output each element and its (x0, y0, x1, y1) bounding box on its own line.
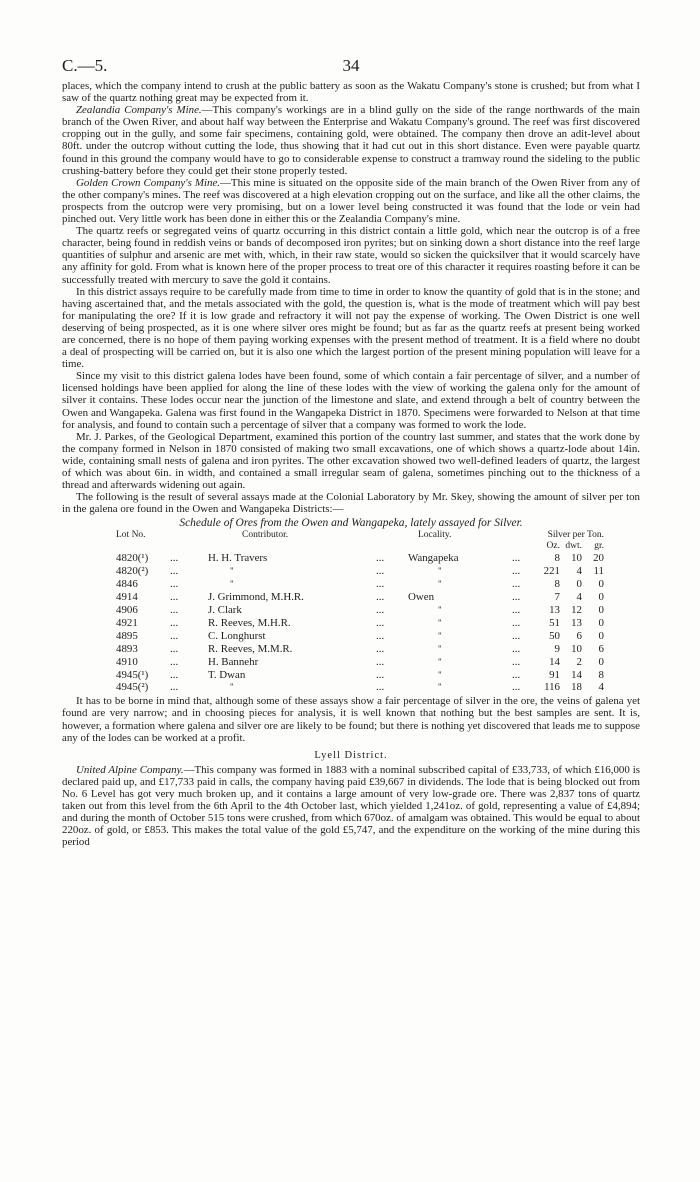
dot-leader: ... (376, 565, 385, 578)
cell-gr: 20 (593, 552, 604, 565)
dot-leader: ... (376, 642, 385, 655)
cell-oz: 9 (554, 642, 560, 655)
cell-dwt: 10 (571, 642, 582, 655)
cell-oz: 91 (549, 668, 560, 681)
dot-leader: ... (170, 655, 179, 668)
cell-gr: 0 (598, 604, 604, 616)
paragraph-text: —This company's workings are in a blind gully on the side of the range northwards of the main branch of the Owen River, and about half way between the Enterprise and Wakatu Company's ground. The reef was first discovered cropping out in the gully, and some fair specimens, containing gold, were obtained. The company then drove an adit-level about 80ft. under the outcrop without cutting the lode, thus showing that it had cut out in this short distance. Even were payable quartz found in this ground the company would have to go to considerable expense to construct a tramway round the sideling to the public crushing-battery before they could get their stone properly tested. (62, 104, 640, 177)
cell-gr: 0 (598, 616, 604, 629)
dot-leader: ... (512, 642, 521, 655)
table-row (116, 552, 604, 565)
report-reference: C.—5. (62, 56, 108, 75)
cell-locality: " (438, 566, 442, 577)
dot-leader: ... (376, 668, 385, 681)
table-row (116, 643, 604, 656)
table-row (116, 656, 604, 669)
column-header-gr: gr. (594, 541, 604, 552)
table-subheader-row (116, 541, 604, 552)
page-header (62, 56, 640, 80)
paragraph-caution: It has to be borne in mind that, although some of these assays show a fair percentage of silver in the ore, the veins of galena yet found are very narrow; and in choosing pieces for analysis, it is well known that nothing but the best samples are sent. It is, however, a formation where galena and silver ore are likely to be found; but there is nothing yet discovered that leads me to suppose any of the lodes can be worked at a profit. (62, 695, 640, 744)
cell-lot: 4945(¹) (116, 668, 149, 681)
dot-leader: ... (512, 604, 521, 616)
dot-leader: ... (170, 604, 179, 616)
cell-locality: " (438, 682, 442, 693)
document-page (62, 56, 640, 848)
paragraph-parkes: Mr. J. Parkes, of the Geological Department, examined this portion of the country last summer, and states that the work done by the company formed in Nelson in 1870 consisted of making two small excavations, one of which shows a quartz-lode about 14in. wide, containing small nests of galena and iron pyrites. The other excavation showed two well-defined leaders of quartz, the largest of which was about 6in. in width, and contained a small irregular seam of galena, sometimes pinching out to the thickness of a thread and afterwards widening out again. (62, 430, 640, 492)
cell-locality: " (438, 656, 442, 667)
cell-gr: 4 (598, 681, 604, 694)
cell-dwt: 2 (576, 655, 582, 668)
table-body (116, 552, 604, 694)
dot-leader: ... (376, 604, 385, 616)
cell-lot: 4914 (116, 591, 138, 604)
cell-contributor: " (230, 566, 234, 577)
dot-leader: ... (170, 578, 179, 591)
cell-gr: 0 (598, 655, 604, 668)
cell-contributor: H. H. Travers (208, 552, 268, 565)
column-header-locality: Locality. (418, 530, 452, 541)
cell-gr: 0 (598, 629, 604, 642)
dot-leader: ... (170, 629, 179, 642)
paragraph-assays: In this district assays require to be carefully made from time to time in order to know the quantity of gold that is in the stone; and having ascertained that, and the metals associated with the gold, the question is, what is the mode of treatment which will pay best for manipulating the ore? If it is low grade and refractory it will not pay the expense of working. The Owen District is one well deserving of being prospected, as it is one where silver ores might be found; but as far as the quartz reefs at present being worked are concerned, there is no hope of them paying working expenses with the present method of treatment. It is a field where no doubt a deal of prospecting will be carried on, but it is also one which the largest portion of the present mining population will leave for a time. (62, 285, 640, 371)
cell-lot: 4846 (116, 578, 138, 591)
cell-contributor: J. Grimmond, M.H.R. (208, 591, 304, 604)
cell-oz: 50 (549, 629, 560, 642)
cell-oz: 14 (549, 655, 560, 668)
paragraph-continued (62, 80, 640, 104)
cell-lot: 4895 (116, 629, 138, 642)
cell-dwt: 0 (576, 578, 582, 591)
cell-dwt: 13 (571, 616, 582, 629)
dot-leader: ... (376, 552, 385, 565)
cell-dwt: 10 (571, 552, 582, 565)
dot-leader: ... (512, 681, 521, 694)
cell-contributor: R. Reeves, M.H.R. (208, 616, 291, 629)
cell-dwt: 4 (576, 591, 582, 604)
cell-locality: " (438, 643, 442, 654)
paragraph-galena-lodes: Since my visit to this district galena lodes have been found, some of which contain a fair percentage of silver, and a number of licensed holdings have been applied for along the line of these lodes with the view of working the galena only for the amount of silver it contains. These lodes occur near the junction of the limestone and slate, and extend through a belt of country between the Owen and Wangapeka. Galena was first found in the Wangapeka District in 1870. Specimens were forwarded to Nelson at that time for analysis, and found to contain such a percentage of silver that a company was formed to work the lode. (62, 370, 640, 431)
cell-locality: " (438, 630, 442, 641)
cell-contributor: H. Bannehr (208, 655, 259, 668)
table-row (116, 604, 604, 617)
dot-leader: ... (376, 681, 385, 694)
column-header-oz: Oz. (546, 541, 560, 552)
cell-lot: 4945(²) (116, 681, 149, 694)
cell-gr: 8 (598, 668, 604, 681)
cell-dwt: 12 (571, 604, 582, 616)
table-row (116, 617, 604, 630)
cell-oz: 221 (543, 565, 560, 578)
table-caption: Schedule of Ores from the Owen and Wangapeka, lately assayed for Silver. (179, 517, 523, 530)
paragraph-assay-intro: The following is the result of several assays made at the Colonial Laboratory by Mr. Skey, showing the amount of silver per ton in the galena ore found in the Owen and Wangapeka Districts:— (62, 491, 640, 516)
table-row (116, 669, 604, 682)
cell-gr: 0 (598, 591, 604, 604)
column-header-silver: Silver per Ton. (547, 530, 604, 541)
paragraph-zealandia (62, 104, 640, 177)
cell-oz: 8 (554, 552, 560, 565)
paragraph-quartz-reefs: The quartz reefs or segregated veins of quartz occurring in this district contain a little gold, which near the outcrop is of a free character, being found in reddish veins or bands of decomposed iron pyrites; but on sinking down a short distance into the reef large quantities of sulphur and arsenic are met with, which, in their raw state, would so sicken the quicksilver that it would scarcely have any affinity for gold. From what is known here of the proper process to treat ore of this character it requires roasting before it can be successfully treated with mercury to save the gold it contains. (62, 225, 640, 286)
cell-gr: 6 (598, 642, 604, 655)
table-row (116, 681, 604, 694)
cell-lot: 4910 (116, 655, 138, 668)
cell-locality: " (438, 669, 442, 680)
cell-contributor: T. Dwan (208, 668, 246, 681)
cell-oz: 7 (554, 591, 560, 604)
dot-leader: ... (512, 668, 521, 681)
cell-lot: 4820(¹) (116, 552, 149, 565)
cell-oz: 51 (549, 616, 560, 629)
dot-leader: ... (170, 668, 179, 681)
dot-leader: ... (512, 629, 521, 642)
paragraph-text: —This mine is situated on the opposite side of the main branch of the Owen River from any of the other company's mines. The reef was discovered at a high elevation cropping out on the surface, and like all the other claims, the prospects from the outcrop were very promising, but on a lower level being constructed it was found that the lode or vein had pinched out. Very little work has been done in either this or the Zealandia Company's mine. (62, 176, 640, 226)
cell-oz: 13 (549, 604, 560, 616)
column-header-lot: Lot No. (116, 530, 146, 541)
dot-leader: ... (376, 629, 385, 642)
paragraph-text: —This company was formed in 1883 with a nominal subscribed capital of £33,733, of which £16,000 is declared paid up, and £17,733 paid in calls, the company having paid £39,667 in dividends. The lode that is being blocked out from No. 6 Level has got very much broken up, and it contains a large amount of very low-grade ore. There was 2,837 tons of quartz taken out from this level from the 6th April to the 4th October last, which yielded 1,241oz. of gold, representing a value of £4,894; and during the month of October 515 tons were crushed, from which 670oz. of amalgam was obtained. This would be equal to about 220oz. of gold, or £853. This makes the total value of the gold £5,747, and the expenditure on the working of the mine during this period (62, 763, 640, 849)
dot-leader: ... (170, 565, 179, 578)
cell-dwt: 18 (571, 681, 582, 694)
dot-leader: ... (376, 591, 385, 604)
cell-dwt: 14 (571, 668, 582, 681)
cell-contributor: " (230, 579, 234, 590)
cell-dwt: 4 (576, 565, 582, 578)
cell-oz: 8 (554, 578, 560, 591)
cell-locality: Wangapeka (408, 552, 459, 565)
cell-locality: Owen (408, 591, 435, 604)
table-header-row (116, 530, 604, 541)
section-heading-lyell: Lyell District. (314, 749, 388, 761)
cell-contributor: R. Reeves, M.M.R. (208, 642, 293, 655)
cell-lot: 4893 (116, 642, 138, 655)
silver-assay-table (116, 530, 604, 694)
dot-leader: ... (170, 552, 179, 565)
paragraph-golden-crown (62, 177, 640, 225)
dot-leader: ... (512, 565, 521, 578)
table-row (116, 630, 604, 643)
dot-leader: ... (512, 578, 521, 591)
paragraph-title: Zealandia Company's Mine. (76, 104, 202, 117)
dot-leader: ... (512, 591, 521, 604)
dot-leader: ... (512, 552, 521, 565)
dot-leader: ... (512, 655, 521, 668)
cell-lot: 4820(²) (116, 565, 149, 578)
dot-leader: ... (376, 578, 385, 591)
cell-lot: 4921 (116, 616, 138, 629)
paragraph-title: Golden Crown Company's Mine. (76, 176, 221, 189)
cell-contributor: " (230, 682, 234, 693)
cell-contributor: C. Longhurst (208, 629, 266, 642)
cell-contributor: J. Clark (208, 604, 242, 616)
paragraph-united-alpine (62, 764, 640, 849)
dot-leader: ... (170, 616, 179, 629)
dot-leader: ... (170, 642, 179, 655)
dot-leader: ... (512, 616, 521, 629)
cell-locality: " (438, 605, 442, 615)
page-number: 34 (342, 56, 360, 75)
cell-lot: 4906 (116, 604, 138, 616)
dot-leader: ... (170, 681, 179, 694)
column-header-dwt: dwt. (565, 541, 582, 552)
paragraph-title: United Alpine Company. (76, 763, 184, 776)
table-row (116, 591, 604, 604)
column-header-contributor: Contributor. (242, 530, 289, 541)
cell-locality: " (438, 617, 442, 628)
dot-leader: ... (376, 655, 385, 668)
table-row (116, 565, 604, 578)
paragraph-text: places, which the company intend to crush at the public battery as soon as the Wakatu Company's stone is crushed; but from what I saw of the quartz nothing great may be expected from it. (62, 80, 640, 105)
cell-oz: 116 (544, 681, 560, 694)
dot-leader: ... (376, 616, 385, 629)
cell-gr: 11 (593, 565, 604, 578)
cell-dwt: 6 (576, 629, 582, 642)
cell-locality: " (438, 579, 442, 590)
table-row (116, 578, 604, 591)
dot-leader: ... (170, 591, 179, 604)
cell-gr: 0 (598, 578, 604, 591)
